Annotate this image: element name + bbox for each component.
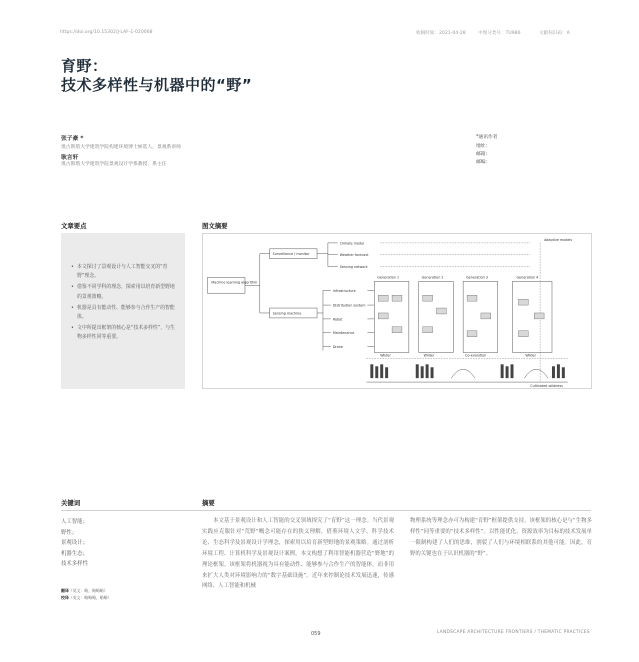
corresponding-zip: 邮编： <box>476 160 491 165</box>
section-divider <box>61 510 591 511</box>
proofreader-text: （英文：略略略，略略） <box>68 595 112 600</box>
keyword-item: 野性； <box>61 529 78 536</box>
key-point-item: • 借鉴不同学科的理念，探索用以培育新型野地的景观策略。 <box>71 283 177 301</box>
author-name-2: 耿言轩 <box>61 155 79 161</box>
key-point-item: • 文中所提出框架的核心是“技术多样性”，与生物多样性同等重要。 <box>71 324 177 342</box>
abstract-heading: 摘要 <box>202 499 215 507</box>
ga-branch-label: Sensing machine <box>272 311 302 316</box>
generation-panel-2 <box>419 281 454 352</box>
ga-top-item: Sensing network <box>339 265 368 270</box>
corresponding-address: 地址： <box>476 144 491 149</box>
ga-generation-label: Generation 4 <box>516 275 539 280</box>
key-points-box <box>61 233 185 389</box>
ga-right-top-label: Adaptive models <box>544 237 573 242</box>
translator-text: （英文：略，略略略） <box>68 588 108 593</box>
ga-top-item: Climate model <box>339 241 365 246</box>
ga-branch-label: Surveillance / monitor <box>272 252 310 257</box>
proofreader-note <box>61 595 112 601</box>
page-title-line1: 育野： <box>61 57 108 75</box>
doi-text[interactable]: https://doi.org/10.15302/J-LAF-1-020068 <box>60 30 153 35</box>
ga-bottom-label: Wilder <box>380 353 391 358</box>
corresponding-heading: *通讯作者 <box>476 135 498 140</box>
author-affiliation-2: 奥古斯塔大学建筑学院景观设计学系教授、系主任 <box>61 162 167 167</box>
key-point-item: • 机器是具有能动性、能够参与合作生产的智能体。 <box>71 304 177 322</box>
ga-top-item: Weather forecast <box>339 253 369 258</box>
ga-mid-item: Infrastructure <box>332 288 356 293</box>
page-title-line2: 技术多样性与机器中的“野” <box>61 76 253 94</box>
ga-mid-item: Distribution system <box>332 303 366 308</box>
received-date: 收稿时间：2021-04-28 <box>416 31 466 36</box>
ga-mid-item: Drone <box>332 345 343 350</box>
abstract-column-2: 物理系统等理念亦可为构建“育野”框架提供支持。该框架的核心是与“生物多样性”同等重要的“技术多样性”。以性能优化、资源效率为目标的技术发展单一限制构建了人们的思维，割裂了人们与环境相联系的其他可能。因此，育野的关键也在于认识机器的“野”。 <box>410 518 592 557</box>
ga-generation-label: Generation 3 <box>466 275 488 280</box>
keyword-item: 人工智能； <box>61 519 88 525</box>
ga-mid-item: Robot <box>332 317 343 322</box>
ga-mid-item: Maintenance <box>332 331 355 336</box>
translator-note <box>61 588 108 594</box>
generation-panel-4 <box>513 281 552 352</box>
ga-generation-label: Generation 1 <box>377 275 400 280</box>
ga-bottom-label: Co-evolution <box>465 353 487 358</box>
ga-generation-label: Generation 2 <box>421 275 444 280</box>
article-code: 文献标识码：A <box>539 31 570 36</box>
ga-bottom-label: Wilder <box>525 353 536 358</box>
keywords-heading: 关键词 <box>61 499 81 507</box>
author-name-1: 张子豪 * <box>61 136 84 142</box>
keywords-list <box>61 517 88 570</box>
key-point-item: • 本文探讨了景观设计与人工智能交叉的“育野”理念。 <box>71 263 177 281</box>
page-number: 059 <box>311 631 321 637</box>
journal-footer: LANDSCAPE ARCHITECTURE FRONTIERS / THEMATIC PRACTICES <box>437 630 590 635</box>
key-points-heading: 文章要点 <box>61 222 87 230</box>
keyword-item: 技术多样性 <box>61 561 88 568</box>
graphical-abstract-heading: 图文摘要 <box>202 222 228 230</box>
clc-number: 中图分类号：TU986 <box>478 31 521 36</box>
ga-bottom-label: Wilder <box>423 353 435 358</box>
generation-panel-3 <box>463 281 498 352</box>
graphical-abstract-svg <box>203 234 591 388</box>
translator-label: 翻译 <box>61 588 69 593</box>
graphical-abstract-figure <box>202 233 592 389</box>
ga-bottom-right-label: Cultivated wildness <box>530 384 563 388</box>
corresponding-email: 邮箱： <box>476 152 491 157</box>
proofreader-label: 校译 <box>61 595 69 600</box>
ga-root-label: Machine learning algorithm <box>211 280 258 285</box>
abstract-column-1: 本文基于景观设计和人工智能的交叉领域探究了“育野”这一理念。当代景观实践应克服针对“荒野”概念可能存在的狭义理解，借鉴环境人文学、科学技术论、生态科学及景观设计学理念，探索用以培育新型野地的景观策略。通过剖析环境工程、计算机科学及景观设计案例，本文构想了利用智能机器营造“野地”的理论框架。该框架将机器视为具有能动性、能够参与合作生产的智能体，而非用来扩大人类对环境影响力的“数字基础设施”。近年来控制论技术发展迅速，传感网络、人工智能和机械 <box>202 518 394 590</box>
keyword-item: 机器生态； <box>61 550 88 557</box>
keyword-item: 景观设计； <box>61 540 88 547</box>
author-affiliation-1: 奥古斯塔大学建筑学院构建环境博士候选人，景观系讲师 <box>61 145 181 150</box>
